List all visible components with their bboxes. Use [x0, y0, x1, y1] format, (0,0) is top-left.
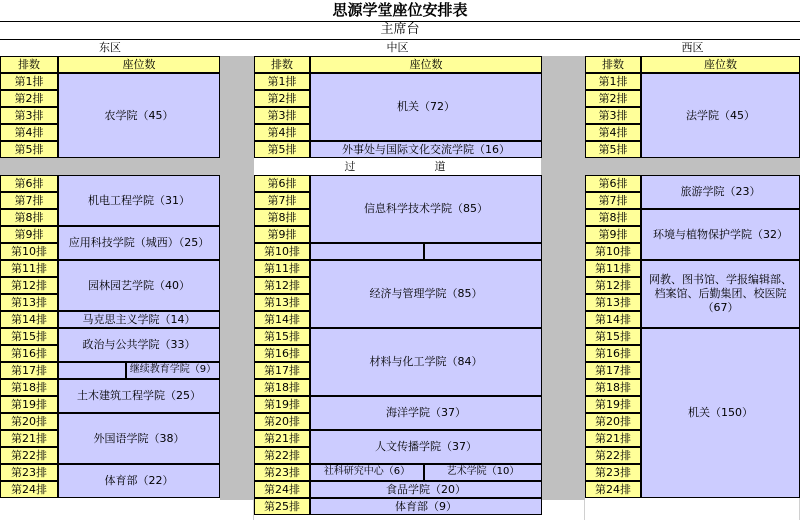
- row-label-east: 第4排: [0, 124, 58, 141]
- seat-block-east: 土木建筑工程学院（25）: [58, 379, 220, 413]
- row-label-west: 第10排: [585, 243, 641, 260]
- seat-block-middle: 艺术学院（10）: [424, 464, 542, 481]
- row-label-west: 第1排: [585, 73, 641, 90]
- row-label-west: 第4排: [585, 124, 641, 141]
- header-seat-count-west: 座位数: [641, 56, 800, 73]
- aisle-label-cell: [254, 158, 541, 175]
- seat-block-east: 机电工程学院（31）: [58, 175, 220, 226]
- row-label-east: 第17排: [0, 362, 58, 379]
- seat-block-west: 网教、图书馆、学报编辑部、档案馆、后勤集团、校医院（67）: [641, 260, 800, 328]
- row-label-west: 第21排: [585, 430, 641, 447]
- stage-label: 主席台: [0, 22, 800, 40]
- header-row-number-east: 排数: [0, 56, 58, 73]
- seat-block-east: 政治与公共学院（33）: [58, 328, 220, 362]
- seat-block-east: 外国语学院（38）: [58, 413, 220, 464]
- row-label-east: 第9排: [0, 226, 58, 243]
- seat-block-middle: 体育部（9）: [310, 498, 542, 515]
- seat-block-east-filler: [58, 362, 126, 379]
- row-label-west: 第3排: [585, 107, 641, 124]
- row-label-west: 第24排: [585, 481, 641, 498]
- row-label-west: 第16排: [585, 345, 641, 362]
- seat-block-east: 农学院（45）: [58, 73, 220, 158]
- row-label-west: 第7排: [585, 192, 641, 209]
- seat-block-middle: 信息科学技术学院（85）: [310, 175, 542, 243]
- seat-block-middle: 人文传播学院（37）: [310, 430, 542, 464]
- row-label-east: 第14排: [0, 311, 58, 328]
- row-label-middle: 第12排: [254, 277, 310, 294]
- seat-block-west: 旅游学院（23）: [641, 175, 800, 209]
- seat-block-east: 应用科技学院（城西）（25）: [58, 226, 220, 260]
- row-label-east: 第13排: [0, 294, 58, 311]
- aisle-fill-right: [541, 56, 585, 158]
- row-label-middle: 第24排: [254, 481, 310, 498]
- row-label-east: 第11排: [0, 260, 58, 277]
- seat-block-east: 马克思主义学院（14）: [58, 311, 220, 328]
- row-label-middle: 第11排: [254, 260, 310, 277]
- row-label-west: 第8排: [585, 209, 641, 226]
- header-row-number-west: 排数: [585, 56, 641, 73]
- aisle-fill-right: [541, 175, 585, 500]
- row-label-middle: 第4排: [254, 124, 310, 141]
- row-label-west: 第17排: [585, 362, 641, 379]
- row-label-middle: 第17排: [254, 362, 310, 379]
- header-seat-count-east: 座位数: [58, 56, 220, 73]
- row-label-middle: 第7排: [254, 192, 310, 209]
- row-label-middle: 第2排: [254, 90, 310, 107]
- row-label-middle: 第1排: [254, 73, 310, 90]
- seat-block-west: 环境与植物保护学院（32）: [641, 209, 800, 260]
- row-label-middle: 第10排: [254, 243, 310, 260]
- row-label-east: 第1排: [0, 73, 58, 90]
- row-label-east: 第8排: [0, 209, 58, 226]
- row-label-east: 第12排: [0, 277, 58, 294]
- aisle-char: 过: [335, 158, 365, 175]
- aisle-char: 道: [425, 158, 455, 175]
- row-label-east: 第19排: [0, 396, 58, 413]
- row-label-east: 第3排: [0, 107, 58, 124]
- row-label-east: 第24排: [0, 481, 58, 498]
- row-label-east: 第22排: [0, 447, 58, 464]
- page-title: 思源学堂座位安排表: [0, 0, 800, 22]
- row-label-east: 第15排: [0, 328, 58, 345]
- row-label-west: 第9排: [585, 226, 641, 243]
- row-label-middle: 第21排: [254, 430, 310, 447]
- zone-label-east: 东区: [0, 40, 220, 56]
- row-label-west: 第23排: [585, 464, 641, 481]
- row-label-middle: 第14排: [254, 311, 310, 328]
- seat-block-middle: 经济与管理学院（85）: [310, 260, 542, 328]
- row-label-middle: 第9排: [254, 226, 310, 243]
- row-label-middle: 第15排: [254, 328, 310, 345]
- row-label-east: 第7排: [0, 192, 58, 209]
- row-label-middle: 第13排: [254, 294, 310, 311]
- row-label-west: 第19排: [585, 396, 641, 413]
- row-label-east: 第23排: [0, 464, 58, 481]
- aisle-fill-left: [220, 175, 254, 500]
- seat-block-middle: 食品学院（20）: [310, 481, 542, 498]
- zone-label-middle: 中区: [254, 40, 541, 56]
- row-label-middle: 第22排: [254, 447, 310, 464]
- row-label-east: 第2排: [0, 90, 58, 107]
- seat-block-middle-filler: [424, 243, 542, 260]
- seat-block-middle: 机关（72）: [310, 73, 542, 141]
- row-label-middle: 第5排: [254, 141, 310, 158]
- row-label-west: 第5排: [585, 141, 641, 158]
- seat-block-east: 园林园艺学院（40）: [58, 260, 220, 311]
- row-label-west: 第6排: [585, 175, 641, 192]
- row-label-west: 第15排: [585, 328, 641, 345]
- row-label-east: 第6排: [0, 175, 58, 192]
- seat-block-west: 法学院（45）: [641, 73, 800, 158]
- row-label-middle: 第20排: [254, 413, 310, 430]
- seat-block-middle: 社科研究中心（6）: [310, 464, 424, 481]
- seat-block-middle: 外事处与国际文化交流学院（16）: [310, 141, 542, 158]
- aisle-fill-left: [220, 56, 254, 158]
- row-label-middle: 第3排: [254, 107, 310, 124]
- row-label-east: 第16排: [0, 345, 58, 362]
- row-label-east: 第10排: [0, 243, 58, 260]
- header-seat-count-middle: 座位数: [310, 56, 542, 73]
- seat-block-east: 继续教育学院（9）: [126, 362, 220, 379]
- row-label-east: 第5排: [0, 141, 58, 158]
- row-label-middle: 第18排: [254, 379, 310, 396]
- row-label-middle: 第19排: [254, 396, 310, 413]
- seat-block-west: 机关（150）: [641, 328, 800, 498]
- row-label-east: 第18排: [0, 379, 58, 396]
- seat-block-east: 体育部（22）: [58, 464, 220, 498]
- row-label-middle: 第25排: [254, 498, 310, 515]
- row-label-west: 第2排: [585, 90, 641, 107]
- row-label-west: 第12排: [585, 277, 641, 294]
- zone-label-west: 西区: [585, 40, 800, 56]
- row-label-east: 第21排: [0, 430, 58, 447]
- seat-block-middle: 材料与化工学院（84）: [310, 328, 542, 396]
- row-label-middle: 第6排: [254, 175, 310, 192]
- seat-block-middle: 海洋学院（37）: [310, 396, 542, 430]
- header-row-number-middle: 排数: [254, 56, 310, 73]
- row-label-west: 第13排: [585, 294, 641, 311]
- row-label-middle: 第23排: [254, 464, 310, 481]
- row-label-middle: 第16排: [254, 345, 310, 362]
- row-label-west: 第18排: [585, 379, 641, 396]
- row-label-east: 第20排: [0, 413, 58, 430]
- row-label-west: 第14排: [585, 311, 641, 328]
- row-label-west: 第22排: [585, 447, 641, 464]
- row-label-west: 第20排: [585, 413, 641, 430]
- row-label-west: 第11排: [585, 260, 641, 277]
- row-label-middle: 第8排: [254, 209, 310, 226]
- seat-block-middle-filler: [310, 243, 424, 260]
